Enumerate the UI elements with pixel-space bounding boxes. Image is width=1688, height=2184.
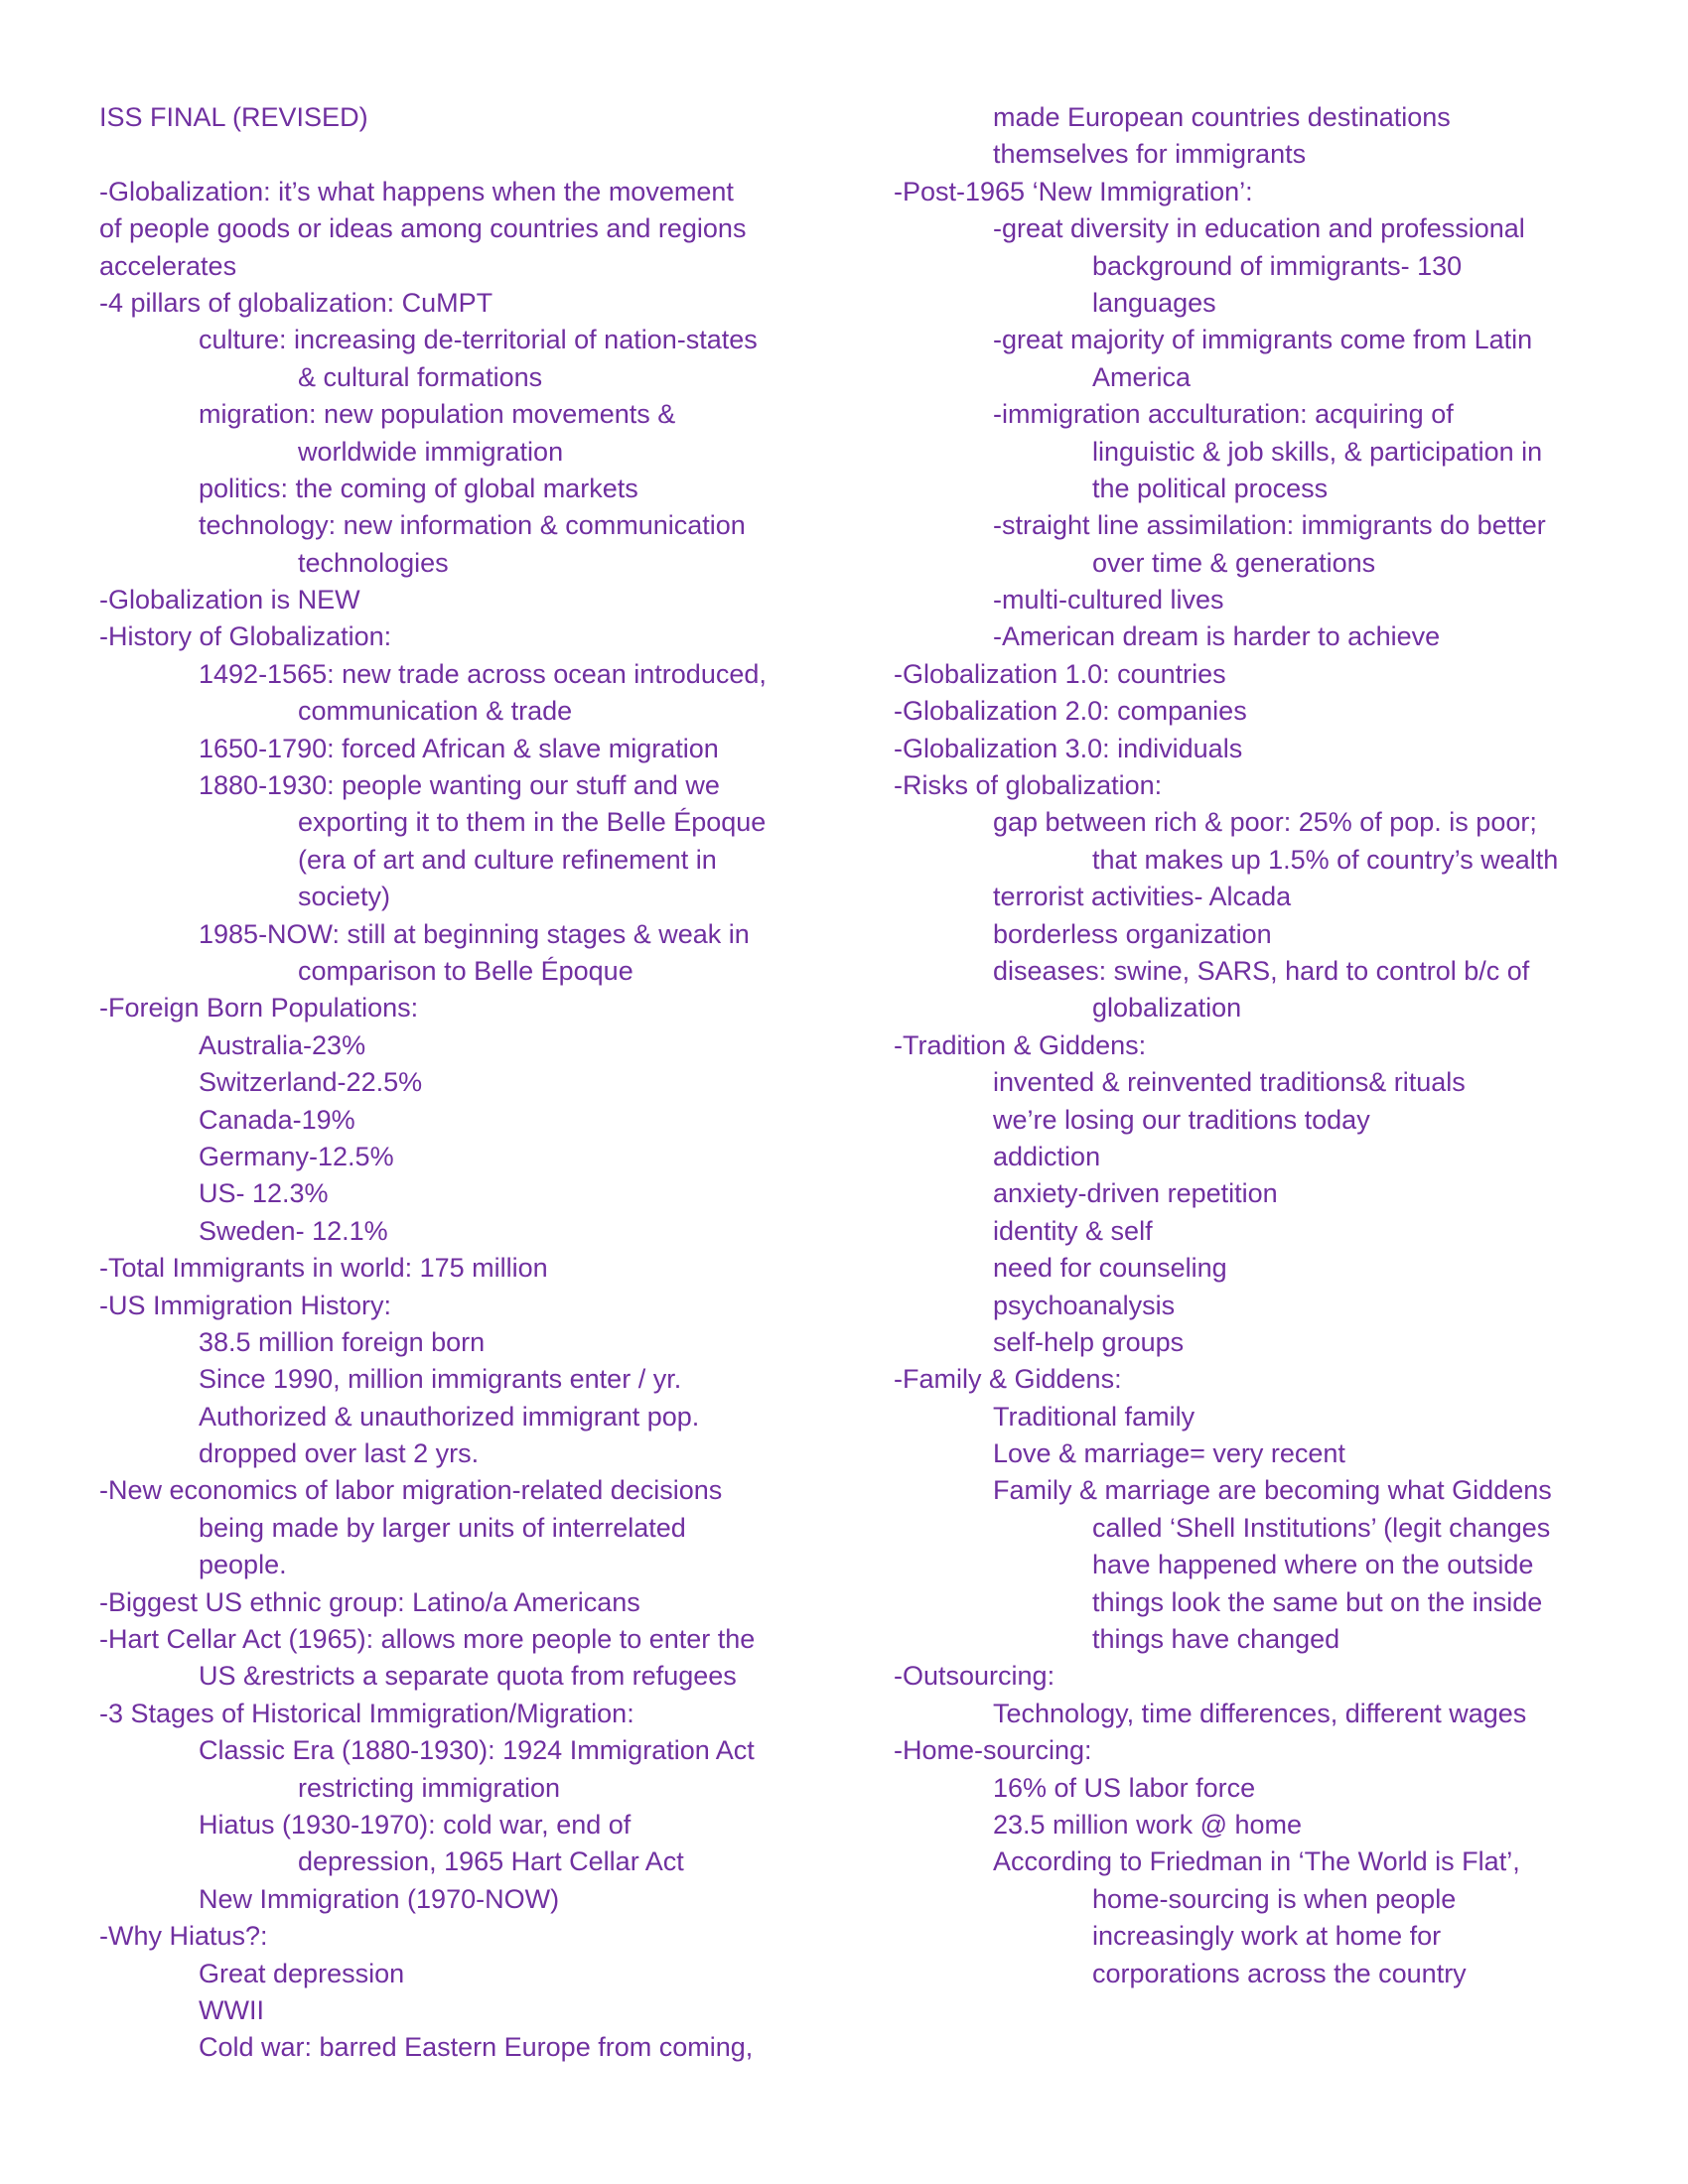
left-column-line: (era of art and culture refinement in [298, 844, 717, 875]
left-column-line: politics: the coming of global markets [199, 473, 638, 503]
left-column-line: -Hart Cellar Act (1965): allows more people to enter the [99, 1624, 756, 1655]
right-column-line: the political process [1092, 473, 1329, 503]
right-column-line: -Globalization 3.0: individuals [894, 733, 1243, 763]
right-column-line: have happened where on the outside [1092, 1550, 1534, 1580]
right-column-line: -Family & Giddens: [894, 1364, 1122, 1395]
left-column-line: Germany-12.5% [199, 1141, 394, 1171]
left-column-line: Australia-23% [199, 1029, 366, 1060]
right-column-line: globalization [1092, 993, 1242, 1024]
left-column-line: -4 pillars of globalization: CuMPT [99, 287, 493, 318]
left-column-line: society) [298, 882, 391, 912]
right-column-line: -straight line assimilation: immigrants do better [993, 510, 1546, 541]
right-column-line: According to Friedman in ‘The World is Flat’, [993, 1846, 1520, 1877]
left-column-line: US &restricts a separate quota from refugees [199, 1661, 737, 1692]
right-column-line: corporations across the country [1092, 1958, 1467, 1988]
blank-line [99, 136, 814, 173]
right-column-line: -Post-1965 ‘New Immigration’: [894, 176, 1253, 206]
left-column-line: technology: new information & communication [199, 510, 746, 541]
left-column-line: technologies [298, 547, 449, 578]
left-column [99, 99, 814, 2067]
right-column-line: background of immigrants- 130 [1092, 250, 1463, 281]
right-column-line: things look the same but on the inside [1092, 1586, 1543, 1617]
left-column-line: dropped over last 2 yrs. [199, 1438, 480, 1469]
left-column-line: Canada-19% [199, 1104, 355, 1135]
right-column-line: called ‘Shell Institutions’ (legit changes [1092, 1512, 1551, 1543]
right-column-line: anxiety-driven repetition [993, 1178, 1278, 1209]
right-column-line: identity & self [993, 1215, 1153, 1246]
left-column-line: Since 1990, million immigrants enter / yr. [199, 1364, 682, 1395]
right-column-line: -Tradition & Giddens: [894, 1029, 1147, 1060]
right-column-line: self-help groups [993, 1326, 1185, 1357]
left-column-line: people. [199, 1550, 287, 1580]
left-column-line: -Globalization: it’s what happens when the movement [99, 176, 734, 206]
right-column-line: -great diversity in education and professional [993, 213, 1525, 244]
right-column-line: Love & marriage= very recent [993, 1438, 1345, 1469]
document-title: ISS FINAL (REVISED) [99, 102, 368, 132]
right-column-line: terrorist activities- Alcada [993, 882, 1292, 912]
right-column-line: -Globalization 1.0: countries [894, 658, 1226, 689]
left-column-line: migration: new population movements & [199, 399, 676, 430]
left-column-line: exporting it to them in the Belle Époque [298, 807, 767, 838]
right-column-line: -multi-cultured lives [993, 585, 1224, 615]
right-column-line: increasingly work at home for [1092, 1921, 1442, 1952]
left-column-line: Sweden- 12.1% [199, 1215, 388, 1246]
left-column-line: WWII [199, 1994, 264, 2025]
right-column [894, 99, 1609, 1992]
right-column-line: Technology, time differences, different wages [993, 1698, 1527, 1728]
left-column-line: restricting immigration [298, 1772, 561, 1803]
right-column-line: psychoanalysis [993, 1290, 1176, 1320]
right-column-line: need for counseling [993, 1253, 1227, 1284]
right-column-line: home-sourcing is when people [1092, 1883, 1457, 1914]
right-column-line: -American dream is harder to achieve [993, 621, 1441, 652]
right-column-line: -great majority of immigrants come from Latin [993, 325, 1533, 355]
left-column-line: -History of Globalization: [99, 621, 392, 652]
left-column-line: Great depression [199, 1958, 405, 1988]
left-column-line: accelerates [99, 250, 237, 281]
left-column-line: comparison to Belle Époque [298, 955, 633, 986]
left-column-line: Authorized & unauthorized immigrant pop. [199, 1401, 700, 1432]
right-column-line: over time & generations [1092, 547, 1376, 578]
left-column-line: Classic Era (1880-1930): 1924 Immigration Act [199, 1735, 755, 1766]
right-column-line: languages [1092, 287, 1216, 318]
right-column-line: 23.5 million work @ home [993, 1809, 1303, 1840]
right-column-line: Family & marriage are becoming what Giddens [993, 1475, 1552, 1506]
left-column-line: -New economics of labor migration-related decisions [99, 1475, 723, 1506]
left-column-line: worldwide immigration [298, 436, 564, 467]
left-column-line: Cold war: barred Eastern Europe from coming, [199, 2032, 754, 2063]
left-column-line: culture: increasing de-territorial of nation-states [199, 325, 758, 355]
right-column-line: themselves for immigrants [993, 139, 1307, 170]
right-column-line: -Outsourcing: [894, 1661, 1055, 1692]
right-column-line: that makes up 1.5% of country’s wealth [1092, 844, 1559, 875]
left-column-line: -3 Stages of Historical Immigration/Migration: [99, 1698, 634, 1728]
left-column-line: -Total Immigrants in world: 175 million [99, 1253, 548, 1284]
left-column-line: -Why Hiatus?: [99, 1921, 268, 1952]
left-column-line: 38.5 million foreign born [199, 1326, 486, 1357]
left-column-line: US- 12.3% [199, 1178, 329, 1209]
left-column-line: 1985-NOW: still at beginning stages & weak in [199, 918, 750, 949]
left-column-line: depression, 1965 Hart Cellar Act [298, 1846, 684, 1877]
right-column-line: addiction [993, 1141, 1101, 1171]
left-column-line: 1492-1565: new trade across ocean introduced, [199, 658, 767, 689]
right-column-line: -immigration acculturation: acquiring of [993, 399, 1454, 430]
left-column-line: -Biggest US ethnic group: Latino/a Americans [99, 1586, 640, 1617]
left-column-line: of people goods or ideas among countries and regions [99, 213, 747, 244]
right-column-line: 16% of US labor force [993, 1772, 1256, 1803]
right-column-line: made European countries destinations [993, 102, 1451, 132]
right-column-line: we’re losing our traditions today [993, 1104, 1370, 1135]
left-column-line: being made by larger units of interrelated [199, 1512, 686, 1543]
left-column-line: Hiatus (1930-1970): cold war, end of [199, 1809, 632, 1840]
left-column-line: New Immigration (1970-NOW) [199, 1883, 560, 1914]
left-column-line: communication & trade [298, 696, 573, 727]
left-column-line: -Globalization is NEW [99, 585, 360, 615]
right-column-line: America [1092, 361, 1192, 392]
right-column-line: -Home-sourcing: [894, 1735, 1092, 1766]
left-column-line: -US Immigration History: [99, 1290, 392, 1320]
right-column-line: -Globalization 2.0: companies [894, 696, 1247, 727]
right-column-line: invented & reinvented traditions& rituals [993, 1067, 1466, 1098]
right-column-line: Traditional family [993, 1401, 1196, 1432]
left-column-line: 1880-1930: people wanting our stuff and we [199, 770, 720, 801]
right-column-line: things have changed [1092, 1624, 1340, 1655]
left-column-line: Switzerland-22.5% [199, 1067, 423, 1098]
right-column-line: -Risks of globalization: [894, 770, 1163, 801]
right-column-line: gap between rich & poor: 25% of pop. is poor; [993, 807, 1537, 838]
right-column-line: diseases: swine, SARS, hard to control b/c of [993, 955, 1530, 986]
left-column-line: 1650-1790: forced African & slave migration [199, 733, 719, 763]
right-column-line: borderless organization [993, 918, 1272, 949]
left-column-line: & cultural formations [298, 361, 543, 392]
right-column-line: linguistic & job skills, & participation in [1092, 436, 1543, 467]
left-column-line: -Foreign Born Populations: [99, 993, 419, 1024]
